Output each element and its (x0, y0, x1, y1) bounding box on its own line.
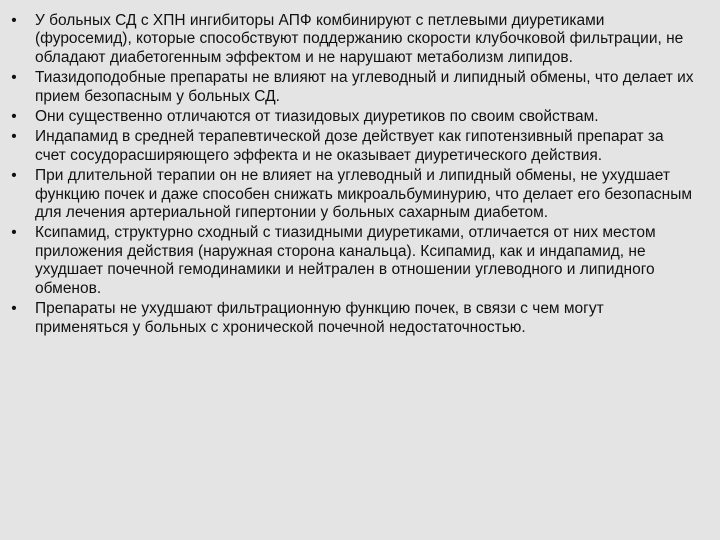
bullet-item (0, 224, 698, 298)
bullet-dot-icon: • (11, 224, 17, 242)
bullet-dot-icon: • (11, 128, 17, 146)
bullet-text: Препараты не ухудшают фильтрационную функцию почек, в связи с чем могут применяться у больных с хронической почечной недостаточностью. (35, 300, 604, 336)
bullet-item (0, 69, 698, 106)
bullet-text: У больных СД с ХПН ингибиторы АПФ комбинируют с петлевыми диуретиками (фуросемид), которые способствуют поддержанию скорости клубочковой фильтрации, не обладают диабетогенным эффектом и не нарушают метаболизм липидов. (35, 12, 684, 66)
bullet-item (0, 167, 698, 222)
bullet-dot-icon: • (11, 167, 17, 185)
bullet-dot-icon: • (11, 12, 17, 29)
bullet-item (0, 12, 698, 67)
bullet-dot-icon: • (11, 69, 17, 87)
bullet-text: Они существенно отличаются от тиазидовых диуретиков по своим свойствам. (35, 108, 599, 126)
bullet-text: Ксипамид, структурно сходный с тиазидными диуретиками, отличается от них местом приложения действия (наружная сторона канальца). Ксипамид, как и индапамид, не ухудшает почечной гемодинамики и нейтрален в отношении углеводного и липидного обменов. (35, 224, 656, 297)
bullet-item (0, 300, 698, 337)
bullet-text: При длительной терапии он не влияет на углеводный и липидный обмены, не ухудшает функцию почек и даже способен снижать микроальбуминурию, что делает его безопасным для лечения артериальной гипертонии у больных сахарным диабетом. (35, 167, 693, 222)
bullet-dot-icon: • (11, 108, 17, 126)
bullet-list (0, 12, 698, 337)
bullet-dot-icon: • (11, 300, 17, 318)
bullet-text: Индапамид в средней терапевтической дозе действует как гипотензивный препарат за счет сосудорасширяющего эффекта и не оказывает диуретического действия. (35, 128, 664, 164)
bullet-text: Тиазидоподобные препараты не влияют на углеводный и липидный обмены, что делает их прием безопасным у больных СД. (35, 69, 694, 105)
bullet-item (0, 108, 698, 126)
bullet-item (0, 128, 698, 165)
